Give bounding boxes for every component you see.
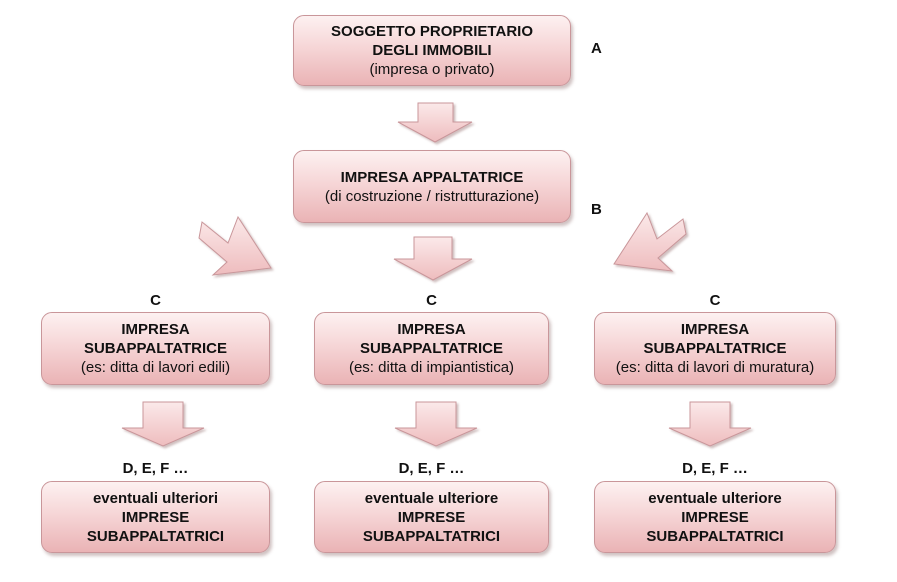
subcontractor-title-line1: IMPRESA — [680, 321, 750, 338]
further-line2: IMPRESE — [681, 508, 749, 526]
further-line3: SUBAPPALTATRICI — [646, 527, 784, 545]
contractor-title: IMPRESA APPALTATRICE — [340, 168, 524, 186]
further-line3: SUBAPPALTATRICI — [362, 527, 501, 545]
subcontractor-title-line2: SUBAPPALTATRICE — [83, 340, 228, 357]
further-line1: eventuale ulteriore — [648, 489, 782, 507]
arrow-diagonal-right-icon — [614, 213, 686, 271]
arrow-down-icon — [122, 402, 204, 446]
owner-title-line1: SOGGETTO PROPRIETARIO — [331, 23, 533, 40]
subcontractor-title-line2: SUBAPPALTATRICE — [643, 340, 787, 357]
subcontractor-example: (es: ditta di lavori di muratura) — [615, 359, 815, 376]
owner-title-line2: DEGLI IMMOBILI — [372, 42, 492, 59]
label-a: A — [591, 40, 602, 57]
arrow-down-icon — [394, 237, 472, 280]
label-def: D, E, F … — [122, 460, 189, 477]
arrow-down-icon — [398, 103, 472, 142]
label-b: B — [591, 201, 602, 218]
contractor-subtitle: (di costruzione / ristrutturazione) — [324, 187, 540, 205]
contractor-box — [293, 150, 571, 223]
subcontractor-title-line2: SUBAPPALTATRICE — [359, 340, 504, 357]
further-line2: IMPRESE — [121, 508, 190, 526]
subcontractor-example: (es: ditta di lavori edili) — [80, 359, 231, 376]
further-subcontractors-box — [594, 481, 836, 553]
further-line2: IMPRESE — [397, 508, 466, 526]
label-c: C — [150, 292, 161, 309]
subcontractor-title-line1: IMPRESA — [121, 321, 190, 338]
further-line3: SUBAPPALTATRICI — [86, 527, 225, 545]
arrow-diagonal-left-icon — [199, 217, 271, 275]
label-def: D, E, F … — [682, 460, 748, 477]
owner-box — [293, 15, 571, 86]
subcontractor-example: (es: ditta di impiantistica) — [348, 359, 515, 376]
arrow-down-icon — [669, 402, 751, 446]
label-def: D, E, F … — [398, 460, 465, 477]
subcontractor-box — [41, 312, 270, 385]
subcontractor-box — [594, 312, 836, 385]
further-subcontractors-box — [41, 481, 270, 553]
further-line1: eventuali ulteriori — [92, 489, 219, 507]
subcontractor-box — [314, 312, 549, 385]
arrow-down-icon — [395, 402, 477, 446]
subcontractor-title-line1: IMPRESA — [397, 321, 466, 338]
label-c: C — [426, 292, 437, 309]
label-c: C — [709, 292, 721, 309]
further-subcontractors-box — [314, 481, 549, 553]
owner-subtitle: (impresa o privato) — [369, 61, 495, 78]
further-line1: eventuale ulteriore — [364, 489, 499, 507]
